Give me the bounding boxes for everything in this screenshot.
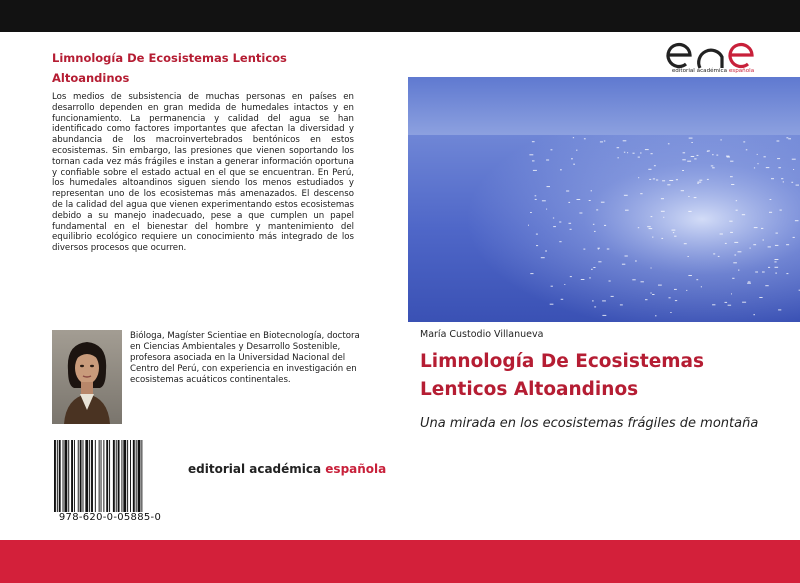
barcode-bar — [64, 440, 67, 512]
barcode-bar — [63, 440, 64, 512]
isbn-number: 978-620-0-05885-0 — [58, 512, 162, 523]
barcode-bar — [103, 440, 104, 512]
logo-wordmark — [663, 68, 763, 74]
barcode-bar — [68, 440, 69, 512]
barcode-bar — [141, 440, 142, 512]
barcode-bar — [95, 440, 96, 512]
front-title: Limnología De Ecosistemas Lenticos Altoandinos — [420, 351, 705, 400]
author-bio: Bióloga, Magíster Scientiae en Biotecnología, doctora en Ciencias Ambientales y Desarrollo Sostenible, profesora asociada en la Universidad Nacional del Centro del Perú, con experiencia en investigación en ecosistemas acuáticos continentales. — [130, 331, 360, 385]
barcode-bar — [101, 440, 102, 512]
front-author-name: María Custodio Villanueva — [420, 329, 544, 340]
barcode-bar — [54, 440, 56, 512]
author-photo — [52, 330, 122, 424]
barcode-bar — [83, 440, 84, 512]
barcode-bar — [113, 440, 115, 512]
barcode-bar — [121, 440, 122, 512]
logo-text-main: editorial académica — [671, 68, 729, 74]
barcode-bar — [130, 440, 131, 512]
barcode-bar — [85, 440, 88, 512]
barcode-bar — [78, 440, 79, 512]
back-cover-title — [52, 48, 372, 88]
barcode-bar — [80, 440, 82, 512]
barcode-bar — [136, 440, 137, 512]
barcode-bar — [74, 440, 75, 512]
barcode-bar — [109, 440, 110, 512]
barcode-bar — [99, 440, 100, 512]
barcode — [52, 440, 168, 512]
cover-image-sea — [408, 77, 800, 322]
bottom-band — [0, 540, 800, 583]
barcode-bar — [138, 440, 141, 512]
barcode-bar — [57, 440, 58, 512]
author-portrait-image — [52, 330, 122, 424]
back-title-line1: Limnología De Ecosistemas Lenticos — [52, 51, 287, 65]
barcode-bar — [106, 440, 108, 512]
front-subtitle: Una mirada en los ecosistemas frágiles de montaña — [420, 416, 759, 431]
barcode-bar — [91, 440, 93, 512]
barcode-bar — [71, 440, 73, 512]
barcode-bar — [59, 440, 61, 512]
barcode-bar — [116, 440, 117, 512]
imprint-label — [188, 462, 386, 476]
barcode-bar — [89, 440, 90, 512]
logo-text-accent: española — [728, 68, 755, 74]
imprint-main: editorial académica — [188, 462, 326, 476]
sea-photo — [408, 77, 800, 322]
barcode-bar — [127, 440, 128, 512]
imprint-accent: española — [325, 462, 387, 476]
back-cover-blurb: Los medios de subsistencia de muchas personas en países en desarrollo dependen en gran medida de humedales intactos y en funcionamiento. La permanencia y calidad del agua se han identificado como factores importantes que afectan la diversidad y abundancia de los macroinvertebrados bentónicos en estos ecosistemas. Sin embargo, las presiones que vienen soportando los tornan cada vez más frágiles e instan a generar información oportuna y confiable sobre el estado actual en el que se encuentran. En Perú, los humedales altoandinos siguen siendo los menos estudiados y representan uno de los ecosistemas más amenazados. El descenso de la calidad del agua que vienen experimentando estos ecosistemas debido a su manejo inadecuado, pese a que cumplen un papel fundamental en el bienestar del hombre y mantenimiento del equilibrio ecológico requiere un conocimiento más integrado de los diversos procesos que ocurren. — [52, 92, 354, 254]
top-band — [0, 0, 800, 32]
back-title-line2: Altoandinos — [52, 71, 130, 85]
barcode-bar — [133, 440, 135, 512]
barcode-bar — [118, 440, 120, 512]
barcode-bar — [123, 440, 126, 512]
